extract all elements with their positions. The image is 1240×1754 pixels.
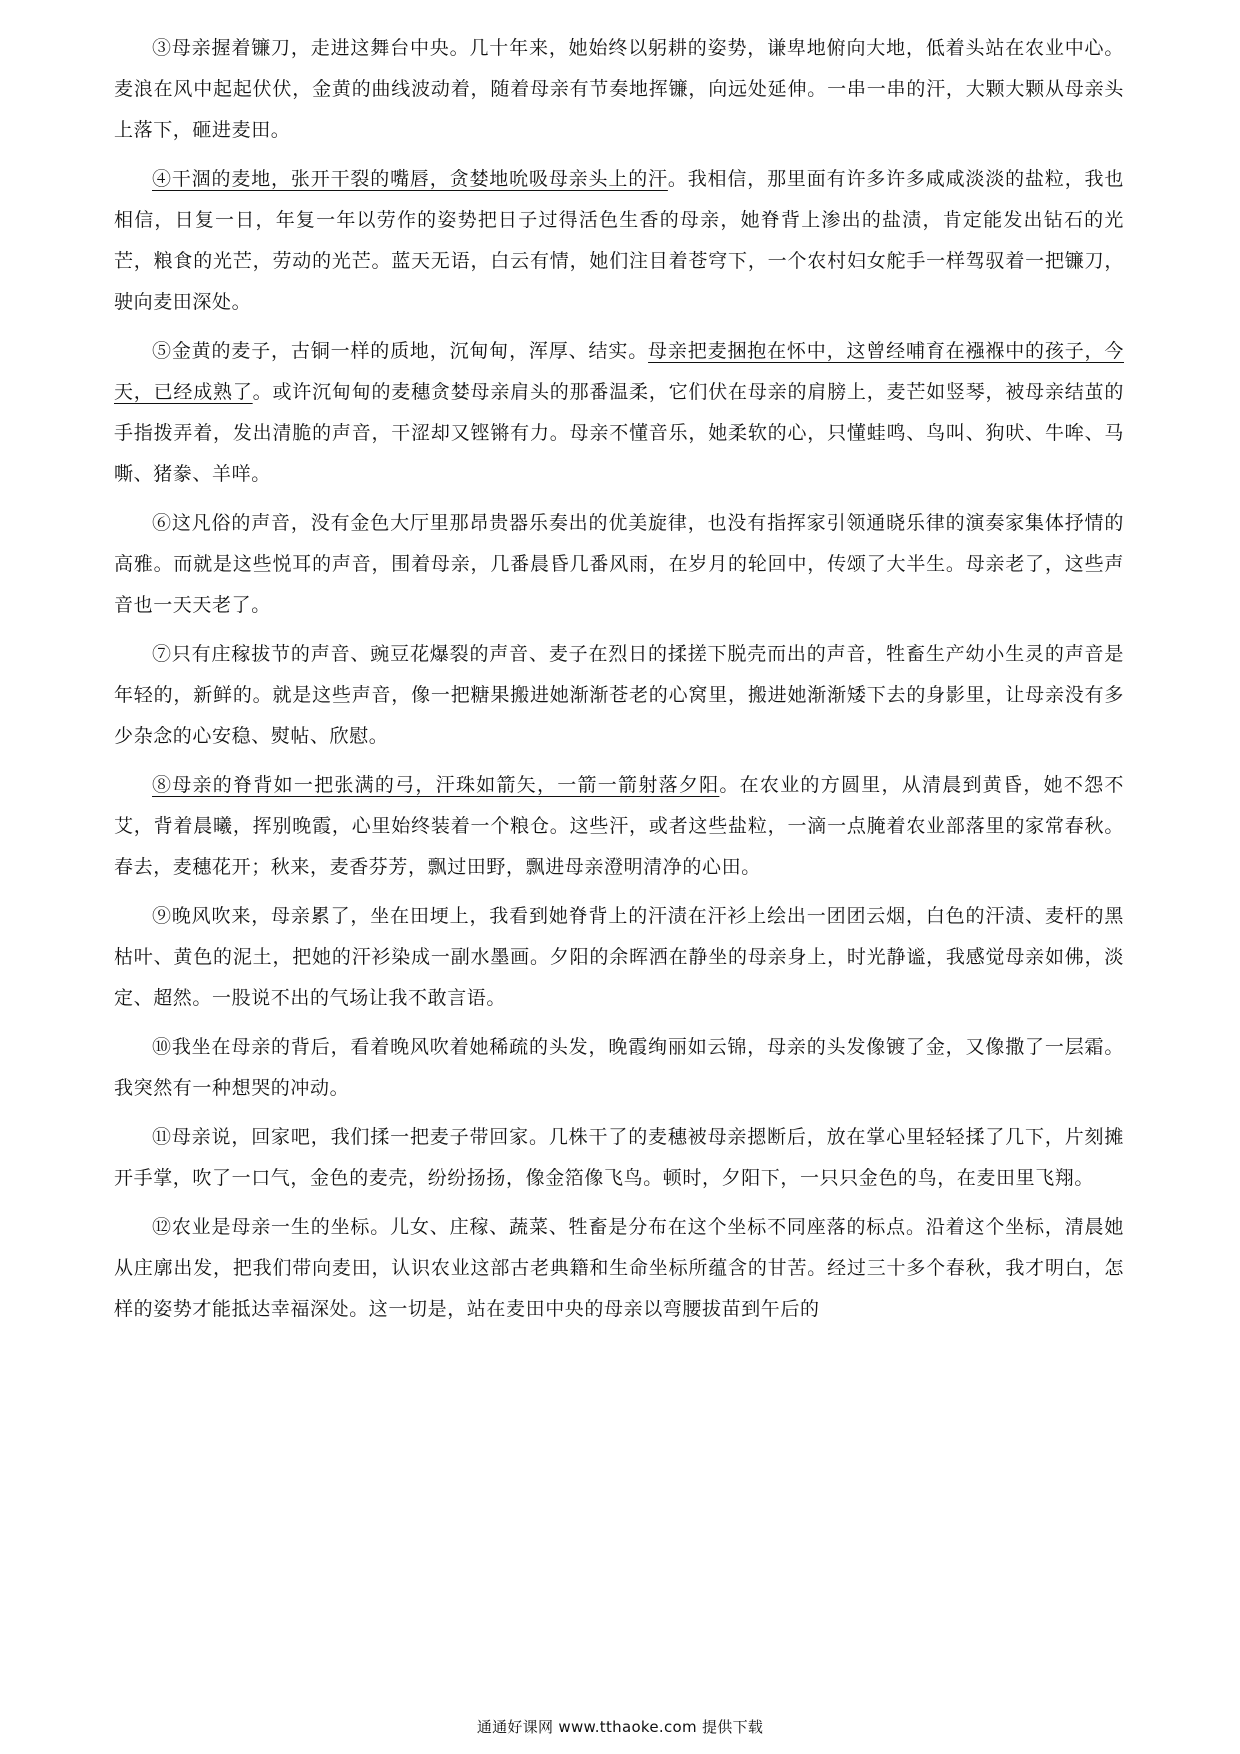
paragraph-text: ⑨晚风吹来，母亲累了，坐在田埂上，我看到她脊背上的汗渍在汗衫上绘出一团团云烟，白色的汗渍、麦杆的黑枯叶、黄色的泥土，把她的汗衫染成一副水墨画。夕阳的余晖洒在静坐的母亲身上，时光静谧，我感觉母亲如佛，淡定、超然。一股说不出的气场让我不敢言语。 [114,905,1124,1009]
footer-watermark: 通通好课网 www.tthaoke.com 提供下载 [476,1718,764,1736]
paragraph [114,1207,1124,1330]
paragraph-text: 。或许沉甸甸的麦穗贪婪母亲肩头的那番温柔，它们伏在母亲的肩膀上，麦芒如竖琴，被母亲结茧的手指拨弄着，发出清脆的声音，干涩却又铿锵有力。母亲不懂音乐，她柔软的心，只懂蛙鸣、鸟叫、狗吠、牛哞、马嘶、猪豢、羊咩。 [114,381,1124,485]
paragraph [114,896,1124,1019]
article-body [114,28,1124,1338]
paragraph [114,765,1124,888]
paragraph-text: ⑦只有庄稼拔节的声音、豌豆花爆裂的声音、麦子在烈日的揉搓下脱壳而出的声音，牲畜生产幼小生灵的声音是年轻的，新鲜的。就是这些声音，像一把糖果搬进她渐渐苍老的心窝里，搬进她渐渐矮下去的身影里，让母亲没有多少杂念的心安稳、熨帖、欣慰。 [114,643,1124,747]
underlined-text: ④干涸的麦地，张开干裂的嘴唇，贪婪地吮吸母亲头上的汗 [152,168,668,190]
paragraph-text: ⑥这凡俗的声音，没有金色大厅里那昂贵器乐奏出的优美旋律，也没有指挥家引领通晓乐律的演奏家集体抒情的高雅。而就是这些悦耳的声音，围着母亲，几番晨昏几番风雨，在岁月的轮回中，传颂了大半生。母亲老了，这些声音也一天天老了。 [114,512,1124,616]
underlined-text: ⑧母亲的脊背如一把张满的弓，汗珠如箭矢，一箭一箭射落夕阳 [152,774,720,796]
paragraph [114,1117,1124,1199]
paragraph-text: ⑪母亲说，回家吧，我们揉一把麦子带回家。几株干了的麦穗被母亲摁断后，放在掌心里轻轻揉了几下，片刻摊开手掌，吹了一口气，金色的麦壳，纷纷扬扬，像金箔像飞鸟。顿时，夕阳下，一只只金色的鸟，在麦田里飞翔。 [114,1126,1124,1189]
underlined-text: 母亲把麦捆抱在怀中，这曾经哺育在襁褓中的孩子，今天，已经成熟了 [114,340,1124,403]
paragraph [114,331,1124,495]
paragraph [114,1027,1124,1109]
paragraph-text: 。在农业的方圆里，从清晨到黄昏，她不怨不艾，背着晨曦，挥别晚霞，心里始终装着一个粮仓。这些汗，或者这些盐粒，一滴一点腌着农业部落里的家常春秋。春去，麦穗花开；秋来，麦香芬芳，飘过田野，飘进母亲澄明清净的心田。 [114,774,1124,878]
paragraph [114,159,1124,323]
paragraph-text: ③母亲握着镰刀，走进这舞台中央。几十年来，她始终以躬耕的姿势，谦卑地俯向大地，低着头站在农业中心。麦浪在风中起起伏伏，金黄的曲线波动着，随着母亲有节奏地挥镰，向远处延伸。一串一串的汗，大颗大颗从母亲头上落下，砸进麦田。 [114,37,1124,141]
paragraph [114,634,1124,757]
paragraph-text: ⑩我坐在母亲的背后，看着晚风吹着她稀疏的头发，晚霞绚丽如云锦，母亲的头发像镀了金，又像撒了一层霜。我突然有一种想哭的冲动。 [114,1036,1124,1099]
paragraph-text: 。我相信，那里面有许多许多咸咸淡淡的盐粒，我也相信，日复一日，年复一年以劳作的姿势把日子过得活色生香的母亲，她脊背上渗出的盐渍，肯定能发出钻石的光芒，粮食的光芒，劳动的光芒。蓝天无语，白云有情，她们注目着苍穹下，一个农村妇女舵手一样驾驭着一把镰刀，驶向麦田深处。 [114,168,1124,313]
paragraph-text: ⑤金黄的麦子，古铜一样的质地，沉甸甸，浑厚、结实。 [152,340,649,362]
paragraph-text: ⑫农业是母亲一生的坐标。儿女、庄稼、蔬菜、牲畜是分布在这个坐标不同座落的标点。沿着这个坐标，清晨她从庄廓出发，把我们带向麦田，认识农业这部古老典籍和生命坐标所蕴含的甘苦。经过三十多个春秋，我才明白，怎样的姿势才能抵达幸福深处。这一切是，站在麦田中央的母亲以弯腰拔苗到午后的 [114,1216,1124,1320]
paragraph [114,28,1124,151]
paragraph [114,503,1124,626]
